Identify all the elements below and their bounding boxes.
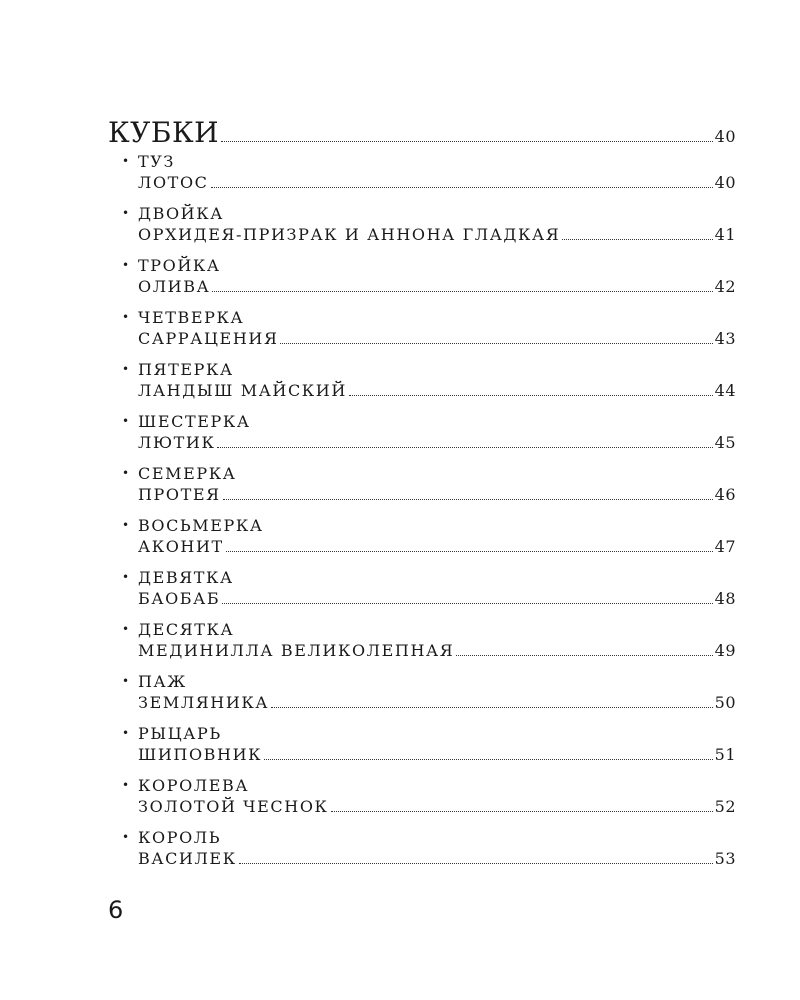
plant-name: ЗЕМЛЯНИКА <box>138 693 270 712</box>
card-row <box>122 568 736 589</box>
plant-row <box>138 277 736 308</box>
dot-leader <box>212 291 712 292</box>
toc-entries <box>108 152 736 880</box>
card-row <box>122 256 736 277</box>
plant-name: САРРАЦЕНИЯ <box>138 329 279 348</box>
bullet-icon: • <box>122 310 131 324</box>
bullet-icon: • <box>122 258 131 272</box>
card-name: ШЕСТЕРКА <box>138 412 251 431</box>
section-page-number: 40 <box>714 127 736 146</box>
plant-name: АКОНИТ <box>138 537 224 556</box>
toc-entry[interactable] <box>122 516 736 568</box>
page-number: 41 <box>714 225 736 244</box>
page-number: 42 <box>714 277 736 296</box>
section-heading-line[interactable] <box>108 116 736 152</box>
plant-row <box>138 797 736 828</box>
dot-leader <box>562 239 712 240</box>
card-name: СЕМЕРКА <box>138 464 237 483</box>
toc-entry[interactable] <box>122 204 736 256</box>
page-number: 48 <box>714 589 736 608</box>
plant-name: ЛЮТИК <box>138 433 216 452</box>
dot-leader <box>239 863 713 864</box>
dot-leader <box>221 141 713 142</box>
bullet-icon: • <box>122 726 131 740</box>
dot-leader <box>222 603 712 604</box>
page-number: 46 <box>714 485 736 504</box>
plant-row <box>138 849 736 880</box>
table-of-contents <box>108 116 736 880</box>
plant-row <box>138 745 736 776</box>
toc-entry[interactable] <box>122 776 736 828</box>
toc-entry[interactable] <box>122 828 736 880</box>
page-number: 51 <box>714 745 736 764</box>
page-number: 52 <box>714 797 736 816</box>
toc-entry[interactable] <box>122 672 736 724</box>
plant-row <box>138 589 736 620</box>
plant-name: ПРОТЕЯ <box>138 485 221 504</box>
page-number: 49 <box>714 641 736 660</box>
toc-entry[interactable] <box>122 412 736 464</box>
card-name: КОРОЛЕВА <box>138 776 250 795</box>
card-row <box>122 516 736 537</box>
plant-name: БАОБАБ <box>138 589 221 608</box>
dot-leader <box>331 811 713 812</box>
card-row <box>122 828 736 849</box>
toc-entry[interactable] <box>122 620 736 672</box>
toc-entry[interactable] <box>122 724 736 776</box>
page-number: 47 <box>714 537 736 556</box>
plant-row <box>138 537 736 568</box>
dot-leader <box>271 707 713 708</box>
toc-entry[interactable] <box>122 152 736 204</box>
plant-row <box>138 641 736 672</box>
page-number: 40 <box>714 173 736 192</box>
plant-row <box>138 329 736 360</box>
card-row <box>122 776 736 797</box>
bullet-icon: • <box>122 518 131 532</box>
card-row <box>122 724 736 745</box>
card-name: ДВОЙКА <box>138 204 224 223</box>
dot-leader <box>226 551 713 552</box>
plant-row <box>138 693 736 724</box>
plant-row <box>138 381 736 412</box>
dot-leader <box>456 655 712 656</box>
card-name: КОРОЛЬ <box>138 828 222 847</box>
card-name: ДЕСЯТКА <box>138 620 235 639</box>
bullet-icon: • <box>122 778 131 792</box>
card-name: ЧЕТВЕРКА <box>138 308 245 327</box>
plant-row <box>138 433 736 464</box>
plant-row <box>138 485 736 516</box>
plant-row <box>138 225 736 256</box>
card-name: ПЯТЕРКА <box>138 360 234 379</box>
card-name: ВОСЬМЕРКА <box>138 516 264 535</box>
card-row <box>122 360 736 381</box>
card-row <box>122 204 736 225</box>
toc-entry[interactable] <box>122 568 736 620</box>
plant-row <box>138 173 736 204</box>
plant-name: ОЛИВА <box>138 277 211 296</box>
plant-name: ЗОЛОТОЙ ЧЕСНОК <box>138 797 329 816</box>
dot-leader <box>211 187 713 188</box>
page-folio-number: 6 <box>108 896 124 924</box>
dot-leader <box>264 759 713 760</box>
page-number: 45 <box>714 433 736 452</box>
plant-name: ШИПОВНИК <box>138 745 263 764</box>
bullet-icon: • <box>122 622 131 636</box>
bullet-icon: • <box>122 154 131 168</box>
card-name: ПАЖ <box>138 672 187 691</box>
plant-name: ЛОТОС <box>138 173 209 192</box>
plant-name: МЕДИНИЛЛА ВЕЛИКОЛЕПНАЯ <box>138 641 455 660</box>
dot-leader <box>223 499 713 500</box>
toc-entry[interactable] <box>122 360 736 412</box>
card-row <box>122 152 736 173</box>
plant-name: ОРХИДЕЯ-ПРИЗРАК И АННОНА ГЛАДКАЯ <box>138 225 561 244</box>
card-row <box>122 620 736 641</box>
bullet-icon: • <box>122 206 131 220</box>
bullet-icon: • <box>122 830 131 844</box>
plant-name: ВАСИЛЕК <box>138 849 237 868</box>
page-number: 50 <box>714 693 736 712</box>
bullet-icon: • <box>122 362 131 376</box>
card-name: ТУЗ <box>138 152 176 171</box>
page-number: 44 <box>714 381 736 400</box>
toc-entry[interactable] <box>122 256 736 308</box>
section-title: КУБКИ <box>108 116 220 149</box>
card-name: ТРОЙКА <box>138 256 221 275</box>
card-name: РЫЦАРЬ <box>138 724 222 743</box>
dot-leader <box>217 447 712 448</box>
page-number: 43 <box>714 329 736 348</box>
bullet-icon: • <box>122 674 131 688</box>
bullet-icon: • <box>122 570 131 584</box>
page-number: 53 <box>714 849 736 868</box>
dot-leader <box>280 343 712 344</box>
card-row <box>122 672 736 693</box>
bullet-icon: • <box>122 466 131 480</box>
dot-leader <box>349 395 713 396</box>
card-row <box>122 464 736 485</box>
card-name: ДЕВЯТКА <box>138 568 234 587</box>
card-row <box>122 308 736 329</box>
card-row <box>122 412 736 433</box>
plant-name: ЛАНДЫШ МАЙСКИЙ <box>138 381 347 400</box>
bullet-icon: • <box>122 414 131 428</box>
toc-entry[interactable] <box>122 464 736 516</box>
toc-entry[interactable] <box>122 308 736 360</box>
